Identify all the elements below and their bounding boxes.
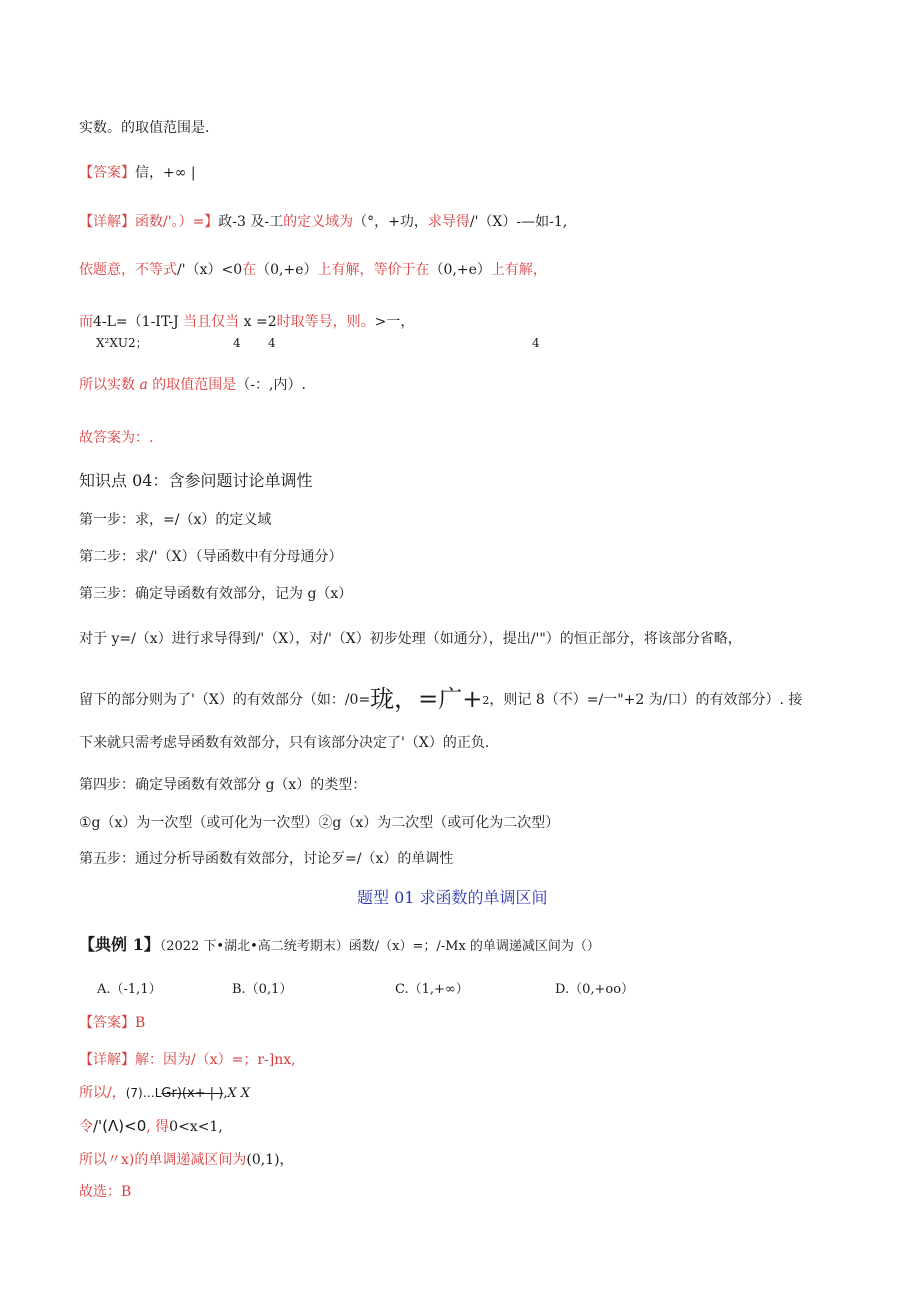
option-c: C.（1,+∞） — [395, 982, 469, 997]
subscript-line: X²XU2； — [96, 336, 148, 350]
step-line: ①g（x）为一次型（或可化为一次型）②g（x）为二次型（或可化为二次型） — [79, 815, 560, 831]
step-line: 第五步：通过分析导函数有效部分，讨论歹=/（x）的单调性 — [79, 851, 454, 867]
paragraph-line: 对于 y=/（x）进行求导得到/'（X），对/'（X）初步处理（如通分），提出/'"）的恒正部分，将该部分省略， — [79, 631, 742, 647]
formula-text: /'(Λ)<0 — [93, 1117, 147, 1135]
example-text: （2022 下•湖北•高二统考期末）函数/（x）=；/-Mx 的单调递减区间为（） — [159, 939, 600, 954]
text-span: 留下的部分则为了'（X）的有效部分（如：/0= — [79, 692, 371, 708]
option-a: A.（-1,1） — [97, 982, 162, 997]
text-line — [79, 1152, 294, 1169]
text-span: 而 — [79, 314, 93, 330]
text-span: a — [139, 377, 148, 393]
text-span: 的取值范围是 — [152, 377, 237, 393]
text-line — [79, 1085, 250, 1102]
text-span: （0,+e） — [429, 262, 491, 278]
text-span: , 得 — [146, 1119, 170, 1135]
detail-tag: 【详解】 — [79, 1052, 135, 1068]
option-b: B.（0,1） — [232, 982, 293, 997]
text-span: 依题意，不等式 — [79, 262, 177, 278]
detail-text: 函数/'。）=】 — [135, 214, 219, 230]
text-span: 所以/， — [79, 1085, 126, 1101]
answer-text: 信，+∞ | — [135, 165, 196, 181]
formula-text: (7)…L — [125, 1086, 162, 1100]
detail-text: 的定义域为 — [283, 214, 354, 230]
section-title: 题型 01 求函数的单调区间 — [357, 888, 548, 907]
text-span: x =2 — [243, 314, 277, 330]
text-line: 故答案为：. — [79, 430, 154, 446]
subscript-number: 4 — [532, 336, 540, 350]
text-span: ，则记 8（不）=/一"+2 为/口）的有效部分）. 接 — [489, 692, 803, 708]
step-line: 第三步：确定导函数有效部分，记为 g（x） — [79, 586, 353, 602]
text-span: （0,+e） — [256, 262, 318, 278]
detail-line — [79, 214, 567, 231]
text-line — [79, 314, 414, 331]
answer-tag: 【答案】 — [79, 165, 135, 181]
formula-sub: 2 — [482, 694, 490, 707]
detail-tag: 【详解】 — [79, 214, 135, 230]
answer-line — [79, 1015, 145, 1032]
text-span: 令 — [79, 1119, 93, 1135]
detail-text: （°，+功， — [353, 214, 428, 230]
text-span: 0<x<1, — [169, 1119, 223, 1135]
step-line: 第一步：求，=/（x）的定义域 — [79, 512, 272, 528]
paragraph-line: 下来就只需考虑导函数有效部分，只有该部分决定了'（X）的正负. — [79, 735, 490, 751]
text-span: 在 — [242, 262, 257, 278]
detail-text: 政-3 及-工 — [218, 214, 284, 230]
text-span: >一， — [374, 314, 415, 330]
text-span: 当且仅当 — [183, 314, 240, 330]
text-span: 所以实数 — [79, 377, 135, 393]
text-span: 上有解， — [490, 262, 547, 278]
text-span: 4-L=（1-IT-J — [93, 314, 179, 330]
text-span: 时取等号，则。 — [276, 314, 375, 330]
example-line — [79, 935, 600, 955]
answer-value: B — [135, 1015, 146, 1031]
subscript-number: 4 — [268, 336, 276, 350]
step-line: 第四步：确定导函数有效部分 g（x）的类型： — [79, 777, 367, 793]
text-span: （-：,内）. — [236, 377, 306, 393]
text-line: 实数。的取值范围是. — [79, 120, 210, 136]
example-tag: 【典例 1】 — [79, 935, 160, 954]
text-span: (0,1)， — [246, 1152, 294, 1168]
paragraph-line — [79, 682, 802, 711]
formula-text: Gr)(x+ | ) — [161, 1086, 224, 1101]
detail-text: 求导得 — [427, 214, 470, 230]
text-span: /'（x）<0 — [177, 262, 243, 278]
section-heading: 知识点 04：含参问题讨论单调性 — [79, 471, 313, 490]
text-span: 上有解，等价于在 — [317, 262, 430, 278]
step-line: 第二步：求/'（X）（导函数中有分母通分） — [79, 549, 343, 565]
text-span: 所以〃x)的单调递减区间为 — [79, 1152, 247, 1168]
answer-tag: 【答案】 — [79, 1015, 135, 1031]
subscript-number: 4 — [233, 336, 241, 350]
detail-line — [79, 1052, 296, 1069]
formula-text: ,X X — [223, 1086, 251, 1101]
text-line — [79, 1117, 223, 1136]
text-line — [79, 262, 547, 279]
option-d: D.（0,+oo） — [555, 982, 635, 997]
text-line: 故选：B — [79, 1184, 132, 1200]
detail-text: /'（X）-—如-1, — [469, 214, 568, 230]
answer-line — [79, 165, 196, 182]
detail-text: 解：因为/（x）=；r-]nx, — [135, 1052, 296, 1068]
text-line — [79, 377, 306, 394]
formula-text: 珑，=广+ — [370, 685, 483, 713]
